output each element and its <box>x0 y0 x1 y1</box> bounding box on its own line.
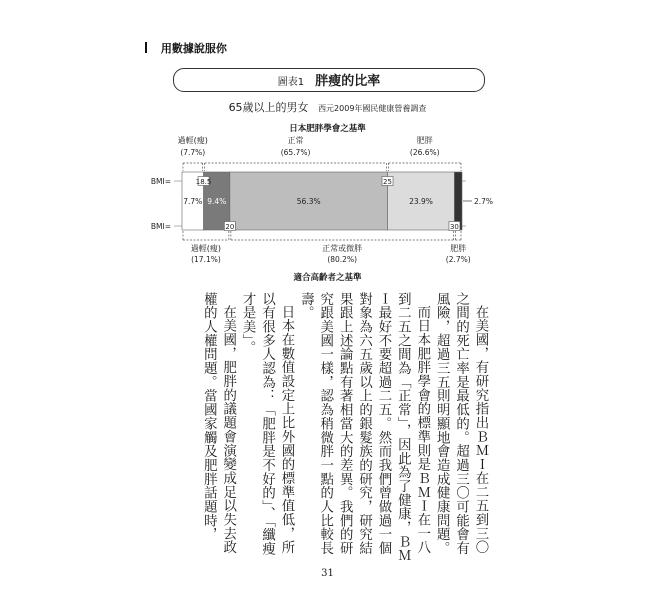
body-text <box>199 292 490 564</box>
bmi-axis-label-bottom: BMI= <box>150 222 171 231</box>
group-name: 肥胖 <box>416 136 433 145</box>
body-paragraph: 而日本肥胖學會的標準則是ＢＭＩ在一八到二五之間為「正常」，因此為了健康，ＢＭＩ最好不要超過二五。然而我們曾做過一個對象為六五歲以上的銀髮族的研究，研究結果跟上述論點有著相當大的差異。我們的研究跟美國一樣，認為稍微胖一點的人比較長壽。 <box>298 292 430 563</box>
body-paragraph: 在美國，有研究指出ＢＭＩ在二五到三〇之間的死亡率是最低的。超過三〇可能會有風險，超過三五則明顯地會造成健康問題。 <box>434 292 488 556</box>
figure-source: 西元2009年國民健康營養調查 <box>318 104 427 113</box>
group-name: 肥胖 <box>450 244 467 253</box>
bmi-cutoff-value: 25 <box>383 178 392 186</box>
bmi-axis-label-top: BMI= <box>150 177 171 186</box>
bmi-cutoff-value: 20 <box>225 223 235 231</box>
group-percent: (26.6%) <box>409 148 440 157</box>
segment-value-label: 56.3% <box>296 197 321 206</box>
bmi-cutoff-value: 18.5 <box>195 178 212 186</box>
segment-value-label: 9.4% <box>207 197 227 206</box>
segment-value-label: 23.9% <box>409 197 433 206</box>
bmi-cutoff-value: 30 <box>449 223 459 231</box>
top-standard-label: 日本肥胖學會之基準 <box>289 124 366 134</box>
group-name: 過輕(瘦) <box>190 244 222 253</box>
running-title: 用數據說服你 <box>160 42 227 55</box>
group-name: 正常或微胖 <box>322 244 363 253</box>
bmi-stacked-bar-chart <box>0 0 655 300</box>
body-paragraph: 在美國，肥胖的議題會演變成足以失去政權的人權問題。當國家觸及肥胖話題時， <box>201 292 236 555</box>
figure-title: 胖瘦的比率 <box>315 74 381 89</box>
group-percent: (7.7%) <box>180 148 206 157</box>
bottom-standard-label: 適合高齡者之基準 <box>293 273 362 283</box>
group-percent: (80.2%) <box>327 255 358 264</box>
figure-subtitle: 65歲以上的男女 <box>228 101 309 114</box>
segment-value-label: 2.7% <box>474 197 494 206</box>
group-name: 正常 <box>287 136 304 145</box>
page-number: 31 <box>321 568 334 579</box>
group-name: 過輕(瘦) <box>177 136 208 145</box>
body-paragraph: 日本在數值設定上比外國的標準值低，所以有很多人認為：「肥胖是不好的」、「纖瘦才是美」。 <box>240 292 294 556</box>
segment-value-label: 7.7% <box>183 197 203 206</box>
group-percent: (2.7%) <box>445 255 471 264</box>
group-percent: (65.7%) <box>280 148 311 157</box>
figure-number: 圖表1 <box>277 77 305 88</box>
group-percent: (17.1%) <box>191 255 221 264</box>
